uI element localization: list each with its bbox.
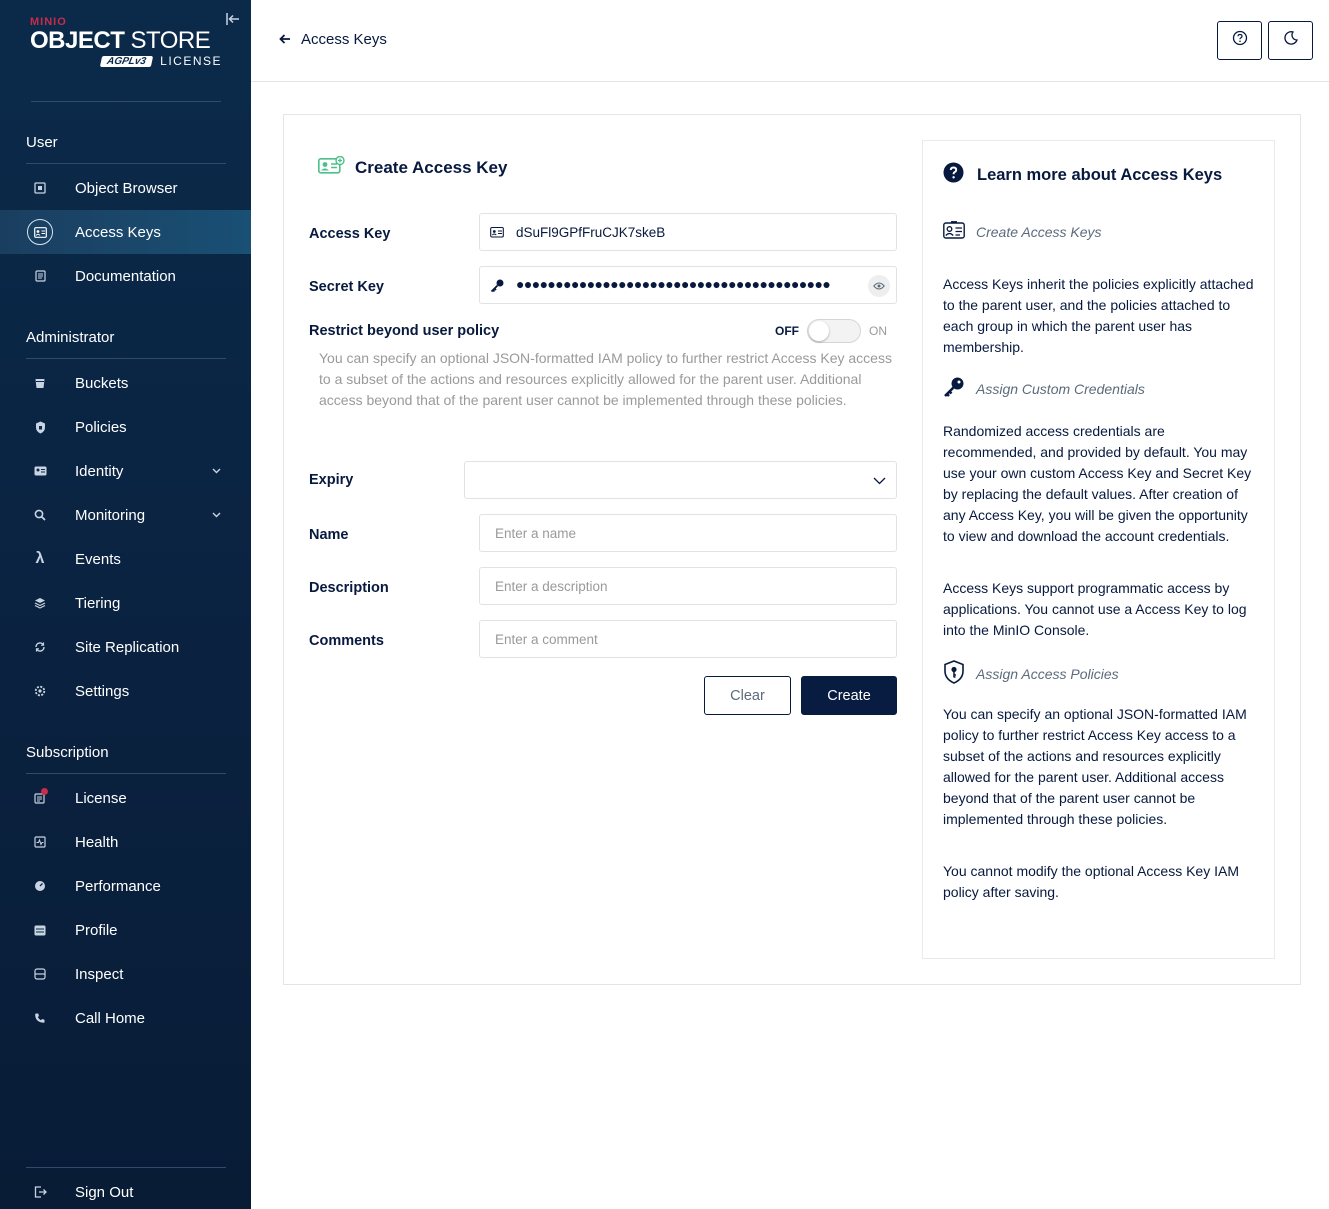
section-title-user: User	[26, 134, 58, 151]
sidebar-item-performance[interactable]	[0, 864, 251, 908]
chevron-down-icon[interactable]	[212, 509, 221, 521]
section-divider	[26, 1167, 226, 1168]
logo-vendor: MINIO	[30, 16, 67, 28]
restrict-policy-toggle[interactable]	[807, 319, 861, 343]
logo-product-bold: OBJECT	[30, 27, 125, 54]
collapse-sidebar-icon[interactable]	[226, 12, 242, 28]
help-policies-text2: You cannot modify the optional Access Key IAM policy after saving.	[943, 863, 1239, 900]
help-credentials-heading	[943, 376, 1145, 401]
inspect-icon	[27, 961, 53, 987]
sidebar-divider	[31, 101, 221, 102]
section-title-administrator: Administrator	[26, 329, 115, 346]
sidebar-item-call-home[interactable]	[0, 996, 251, 1040]
description-input[interactable]	[480, 568, 896, 604]
back-link[interactable]	[279, 31, 387, 48]
chevron-down-icon[interactable]	[212, 465, 221, 477]
logo-product	[30, 28, 230, 54]
chevron-down-icon	[873, 472, 886, 490]
sidebar-item-label: Site Replication	[75, 638, 180, 656]
access-key-label: Access Key	[309, 226, 391, 242]
sidebar-item-label: Documentation	[75, 267, 176, 285]
arrow-left-icon	[279, 31, 291, 48]
sidebar-item-label: Identity	[75, 462, 124, 480]
sidebar-item-identity[interactable]	[0, 449, 251, 493]
sidebar-item-label: Access Keys	[75, 223, 161, 241]
sidebar-item-object-browser[interactable]	[0, 166, 251, 210]
section-divider	[26, 773, 226, 774]
help-policies-heading	[943, 660, 1119, 687]
notification-dot	[41, 788, 48, 795]
sign-out-label: Sign Out	[75, 1183, 134, 1201]
health-icon	[27, 829, 53, 855]
sidebar-item-inspect[interactable]	[0, 952, 251, 996]
section-divider	[26, 358, 226, 359]
name-field[interactable]	[479, 514, 897, 552]
access-key-field[interactable]	[479, 213, 897, 251]
sidebar-item-license[interactable]	[0, 776, 251, 820]
phone-icon	[27, 1005, 53, 1031]
sidebar-item-label: Health	[75, 833, 119, 851]
help-policies-heading-text: Assign Access Policies	[976, 665, 1119, 682]
clear-button[interactable]: Clear	[704, 676, 791, 715]
sidebar-item-label: Monitoring	[75, 506, 146, 524]
key-icon	[943, 376, 965, 401]
toggle-on-label: ON	[869, 324, 887, 338]
id-card-icon	[489, 224, 505, 240]
sign-out-button[interactable]	[0, 1170, 251, 1209]
shield-key-icon	[943, 660, 965, 687]
help-credentials-heading-text: Assign Custom Credentials	[976, 380, 1145, 397]
tiering-icon	[27, 590, 53, 616]
object-browser-icon	[27, 175, 53, 201]
gear-icon	[27, 678, 53, 704]
sidebar-item-label: Buckets	[75, 374, 129, 392]
sidebar-item-label: Events	[75, 550, 121, 568]
help-title	[943, 162, 1222, 188]
sidebar-item-health[interactable]	[0, 820, 251, 864]
logo-license-row	[30, 54, 230, 68]
restrict-policy-label: Restrict beyond user policy	[309, 323, 500, 339]
replication-icon	[27, 634, 53, 660]
help-button[interactable]	[1217, 21, 1262, 60]
help-policies-text1: You can specify an optional JSON-formatted IAM policy to further restrict Access Key access to a subset of the actions and resources explicitly allowed for the parent user. Additional access beyond that of the parent user cannot be implemented through these policies.	[943, 706, 1247, 827]
sidebar-item-label: Performance	[75, 877, 161, 895]
sidebar-item-settings[interactable]	[0, 669, 251, 713]
logo-product-light: STORE	[130, 27, 211, 54]
sidebar-item-documentation[interactable]	[0, 254, 251, 298]
sidebar-item-access-keys[interactable]	[0, 210, 251, 254]
show-secret-eye-icon[interactable]	[868, 275, 890, 297]
sidebar-item-label: License	[75, 789, 127, 807]
secret-key-masked: ●●●●●●●●●●●●●●●●●●●●●●●●●●●●●●●●●●●●●●●●	[516, 276, 831, 292]
logo-license: LICENSE	[160, 54, 222, 68]
help-create-text: Access Keys inherit the policies explicitly attached to the parent user, and the policies attached to each group in which the parent user has membership.	[943, 276, 1254, 355]
sidebar-item-tiering[interactable]	[0, 581, 251, 625]
performance-icon	[27, 873, 53, 899]
sidebar-item-label: Object Browser	[75, 179, 178, 197]
minio-logo[interactable]	[30, 16, 230, 76]
help-circle-icon	[1232, 30, 1248, 51]
identity-icon	[27, 458, 53, 484]
sidebar-item-events[interactable]	[0, 537, 251, 581]
sidebar-item-label: Call Home	[75, 1009, 146, 1027]
toggle-off-label: OFF	[775, 324, 799, 338]
profile-icon	[27, 917, 53, 943]
form-title-text: Create Access Key	[355, 157, 508, 177]
sidebar-item-buckets[interactable]	[0, 361, 251, 405]
description-label: Description	[309, 580, 389, 596]
name-label: Name	[309, 527, 349, 543]
moon-icon	[1283, 30, 1299, 51]
add-access-key-icon	[318, 156, 345, 179]
section-title-subscription: Subscription	[26, 744, 109, 761]
restrict-policy-help-text: You can specify an optional JSON-formatted IAM policy to further restrict Access Key access to a subset of the actions and resources explicitly allowed for the parent user. Additional access beyond that of the parent user cannot be implemented through these policies.	[319, 350, 892, 408]
expiry-label: Expiry	[309, 472, 354, 488]
name-input[interactable]	[480, 515, 896, 551]
back-link-label: Access Keys	[301, 31, 387, 48]
secret-key-field[interactable]	[479, 266, 897, 304]
sidebar-item-label: Policies	[75, 418, 127, 436]
license-icon	[27, 785, 53, 811]
help-panel	[922, 140, 1275, 959]
secret-key-label: Secret Key	[309, 279, 384, 295]
agpl-badge: AGPLv3	[100, 56, 153, 67]
id-card-icon	[943, 221, 965, 242]
page-header	[251, 0, 1329, 82]
description-field[interactable]	[479, 567, 897, 605]
help-title-text: Learn more about Access Keys	[977, 165, 1223, 184]
help-create-heading	[943, 221, 1102, 242]
bucket-icon	[27, 370, 53, 396]
comments-label: Comments	[309, 633, 384, 649]
access-key-value: dSuFl9GPfFruCJK7skeB	[516, 224, 666, 240]
documentation-icon	[27, 263, 53, 289]
comments-field[interactable]	[479, 620, 897, 658]
comments-input[interactable]	[480, 621, 896, 657]
key-icon	[489, 277, 505, 293]
lambda-icon: λ	[35, 550, 45, 567]
sidebar-item-label: Settings	[75, 682, 130, 700]
sidebar-item-profile[interactable]	[0, 908, 251, 952]
dark-mode-button[interactable]	[1268, 21, 1313, 60]
help-create-heading-text: Create Access Keys	[976, 223, 1102, 240]
help-credentials-text2: Access Keys support programmatic access by applications. You cannot use a Access Key to log into the MinIO Console.	[943, 580, 1247, 638]
expiry-select[interactable]	[464, 461, 897, 499]
sidebar	[0, 0, 251, 1209]
question-circle-icon	[943, 162, 964, 188]
form-title	[318, 156, 507, 179]
sidebar-item-label: Tiering	[75, 594, 121, 612]
sign-out-icon	[27, 1179, 53, 1205]
help-credentials-text1: Randomized access credentials are recommended, and provided by default. You may use your own custom Access Key and Secret Key by replacing the default values. After creation of any Access Key, you will be given the opportunity to view and download the account credentials.	[943, 423, 1252, 544]
sidebar-item-label: Profile	[75, 921, 118, 939]
sidebar-item-monitoring[interactable]	[0, 493, 251, 537]
sidebar-item-policies[interactable]	[0, 405, 251, 449]
policy-shield-icon	[27, 414, 53, 440]
monitoring-icon	[27, 502, 53, 528]
sidebar-item-site-replication[interactable]	[0, 625, 251, 669]
toggle-knob	[809, 321, 829, 341]
section-divider	[26, 163, 226, 164]
restrict-policy-toggle-group	[775, 319, 887, 343]
sidebar-item-label: Inspect	[75, 965, 124, 983]
create-button[interactable]: Create	[801, 676, 897, 715]
access-keys-icon	[27, 219, 53, 245]
